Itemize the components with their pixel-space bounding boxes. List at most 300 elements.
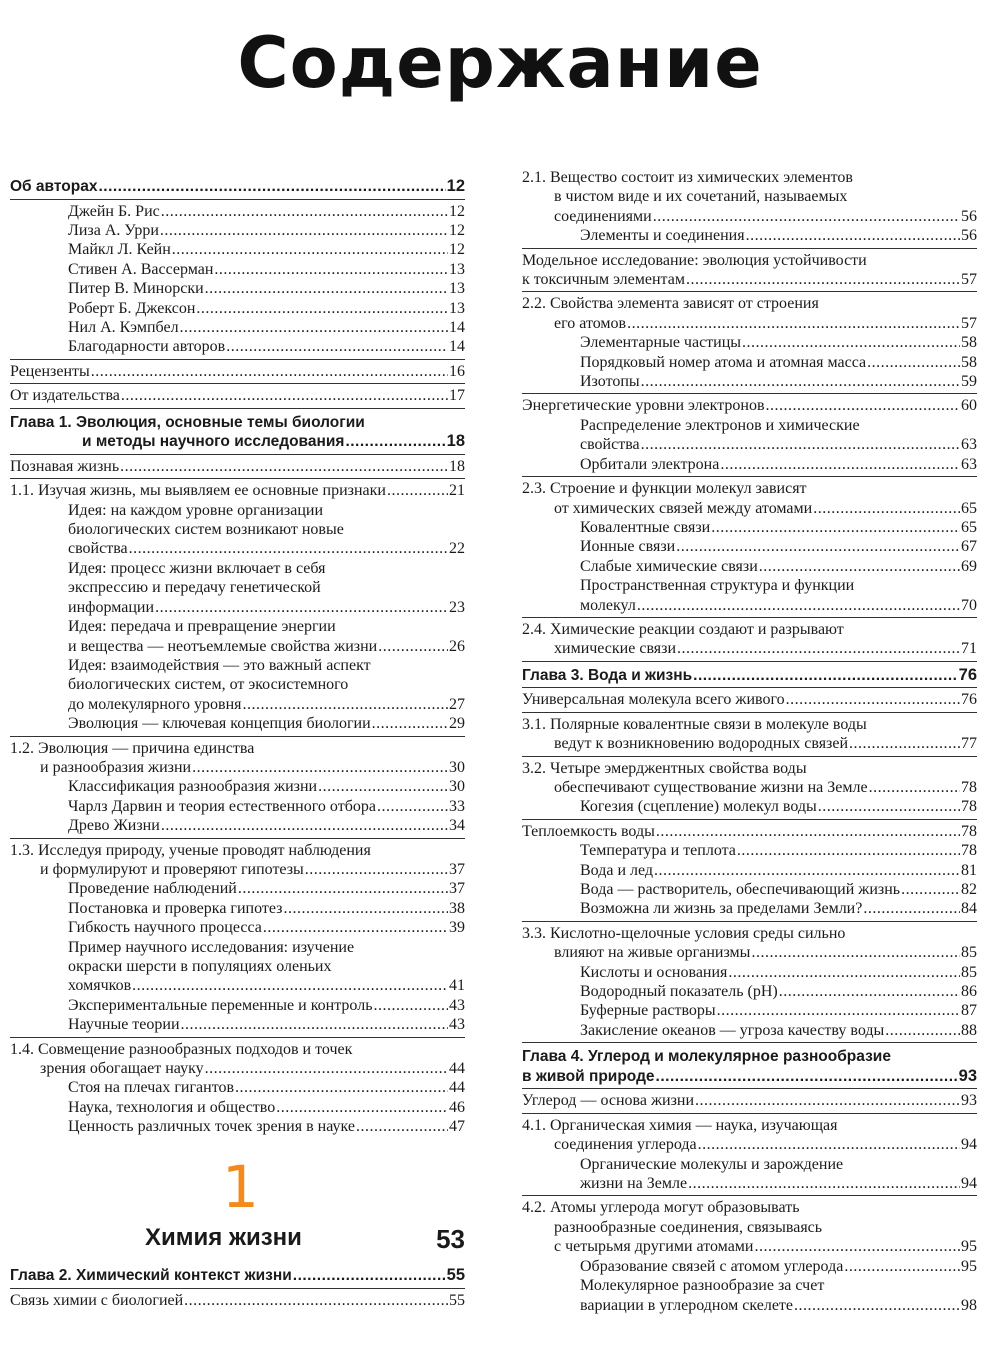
toc-page-number: 30	[449, 778, 465, 796]
toc-entry-title: Научные теории	[68, 1016, 180, 1034]
toc-entry-title: Буферные растворы	[580, 1002, 716, 1020]
toc-entry	[522, 372, 977, 394]
toc-page-number: 57	[961, 271, 977, 289]
toc-entry	[10, 362, 465, 384]
dot-leader	[867, 353, 960, 372]
dot-leader	[751, 943, 960, 962]
dot-leader	[205, 1059, 448, 1078]
dot-leader	[196, 299, 448, 318]
dot-leader	[693, 666, 958, 686]
dot-leader	[844, 1257, 960, 1276]
toc-entry-title: Гибкость научного процесса	[68, 919, 262, 937]
toc-page-number: 65	[961, 518, 977, 536]
toc-page-number: 12	[449, 222, 465, 239]
toc-page-number: 44	[449, 1079, 465, 1097]
toc-entry-title: Слабые химические связи	[580, 557, 758, 575]
page-title: Содержание	[237, 22, 763, 104]
toc-entry-title: Закисление океанов — угроза качеству воды	[580, 1021, 885, 1039]
toc-entry-title: Образование связей с атомом углерода	[580, 1257, 844, 1275]
dot-leader	[686, 270, 960, 289]
toc-entry-title: Пространственная структура и функции	[580, 577, 855, 595]
toc-entry	[10, 899, 465, 918]
toc-page-number: 55	[449, 1291, 465, 1309]
toc-entry-title: и методы научного исследования	[82, 433, 345, 451]
toc-entry-title: Порядковый номер атома и атомная масса	[580, 353, 867, 371]
toc-page-number: 94	[961, 1175, 977, 1193]
toc-entry-title: 4.1. Органическая химия — наука, изучающая	[522, 1116, 838, 1134]
toc-entry	[522, 557, 977, 576]
toc-entry-title: Стоя на плечах гигантов	[68, 1079, 235, 1097]
dot-leader	[737, 841, 960, 860]
toc-entry	[522, 690, 977, 712]
toc-chapter-heading	[522, 666, 977, 689]
toc-entry	[10, 481, 465, 500]
dot-leader	[377, 797, 448, 816]
dot-leader	[284, 899, 449, 918]
toc-entry	[10, 879, 465, 898]
toc-entry-title: Вода — растворитель, обеспечивающий жизнь	[580, 881, 901, 898]
toc-entry	[10, 559, 465, 617]
dot-leader	[641, 435, 960, 454]
toc-entry-title: ведут к возникновению водородных связей	[554, 735, 849, 753]
dot-leader	[695, 1091, 960, 1110]
dot-leader	[711, 518, 960, 537]
toc-entry	[10, 797, 465, 816]
dot-leader	[720, 455, 960, 474]
toc-page-number: 12	[446, 177, 465, 195]
toc-page-number: 56	[961, 227, 977, 245]
toc-page-number: 59	[961, 373, 977, 391]
toc-entry-title: Экспериментальные переменные и контроль	[68, 996, 373, 1014]
toc-page-number: 14	[449, 338, 465, 356]
dot-leader	[653, 207, 960, 226]
dot-leader	[132, 976, 448, 995]
dot-leader	[243, 695, 448, 714]
dot-leader	[728, 963, 960, 982]
toc-entry	[522, 880, 977, 899]
toc-entry-title: Глава 3. Вода и жизнь	[522, 666, 693, 684]
dot-leader	[372, 714, 448, 733]
toc-entry-title: Пример научного исследования: изучение	[68, 938, 355, 956]
toc-page-number: 87	[961, 1002, 977, 1020]
toc-page-number: 63	[961, 455, 977, 473]
toc-entry	[10, 841, 465, 880]
toc-page-number: 12	[449, 241, 465, 259]
toc-page-number: 63	[961, 436, 977, 454]
dot-leader	[654, 861, 960, 880]
toc-entry-title: 3.2. Четыре эмерджентных свойства воды	[522, 759, 807, 777]
toc-entry-title: Изотопы	[580, 373, 640, 391]
toc-entry	[522, 294, 977, 333]
toc-entry-title: Глава 4. Углерод и молекулярное разнообразие	[522, 1048, 891, 1066]
toc-entry	[522, 353, 977, 372]
toc-page-number: 71	[961, 640, 977, 658]
toc-entry	[522, 822, 977, 841]
toc-entry-title: Когезия (сцепление) молекул воды	[580, 798, 817, 816]
toc-page-number: 65	[961, 499, 977, 517]
dot-leader	[676, 537, 960, 556]
dot-leader	[184, 1291, 448, 1310]
toc-entry	[522, 416, 977, 455]
dot-leader	[786, 690, 960, 709]
toc-entry-title: 1.4. Совмещение разнообразных подходов и точек	[10, 1040, 353, 1058]
toc-entry-title: и разнообразия жизни	[40, 758, 192, 776]
toc-entry-title: до молекулярного уровня	[68, 695, 242, 713]
toc-entry-title: Рецензенты	[10, 362, 90, 380]
toc-entry-title: Глава 2. Химический контекст жизни	[10, 1267, 292, 1284]
toc-entry-title: в чистом виде и их сочетаний, называемых	[554, 188, 848, 206]
toc-entry	[10, 996, 465, 1015]
toc-entry	[10, 221, 465, 240]
toc-entry-title: Ковалентные связи	[580, 518, 711, 536]
toc-entry	[10, 337, 465, 359]
toc-page-number: 56	[961, 207, 977, 225]
toc-page-number: 27	[449, 695, 465, 713]
dot-leader	[98, 177, 445, 197]
dot-leader	[901, 880, 960, 899]
toc-entry	[522, 537, 977, 556]
toc-entry-title: 1.3. Исследуя природу, ученые проводят наблюдения	[10, 841, 371, 859]
dot-leader	[121, 386, 448, 405]
dot-leader	[374, 996, 449, 1015]
toc-entry	[10, 386, 465, 408]
dot-leader	[155, 598, 448, 617]
toc-chapter-heading	[10, 177, 465, 200]
dot-leader	[91, 362, 448, 381]
toc-entry-title: Чарлз Дарвин и теория естественного отбора	[68, 797, 376, 815]
toc-chapter-heading	[10, 413, 465, 455]
toc-page-number: 37	[449, 880, 465, 898]
dot-leader	[192, 758, 448, 777]
toc-entry-title: экспрессию и передачу генетической	[68, 579, 321, 597]
toc-page-number: 95	[961, 1238, 977, 1256]
dot-leader	[677, 639, 960, 658]
toc-entry-title: Питер В. Минорски	[68, 280, 204, 298]
toc-entry-title: Стивен А. Вассерман	[68, 260, 214, 278]
toc-entry-title: вариации в углеродном скелете	[580, 1296, 794, 1314]
toc-chapter-heading	[10, 1266, 465, 1289]
dot-leader	[214, 260, 448, 279]
toc-entry	[10, 240, 465, 259]
toc-page-number: 93	[961, 1092, 977, 1110]
dot-leader	[356, 1117, 448, 1136]
toc-page-number: 70	[961, 596, 977, 614]
toc-entry	[10, 714, 465, 736]
toc-column-right	[522, 168, 977, 1315]
toc-page-number: 23	[449, 598, 465, 616]
toc-entry-title: Ценность различных точек зрения в науке	[68, 1118, 355, 1136]
toc-entry-title: Орбитали электрона	[580, 455, 720, 473]
dot-leader	[293, 1266, 446, 1286]
toc-entry	[522, 168, 977, 226]
toc-entry-title: 2.3. Строение и функции молекул зависят	[522, 480, 807, 498]
toc-entry-title: Углерод — основа жизни	[522, 1092, 695, 1110]
toc-entry-title: Универсальная молекула всего живого	[522, 691, 785, 709]
toc-page-number: 44	[449, 1060, 465, 1078]
toc-entry-title: хомячков	[68, 977, 132, 995]
toc-page-number: 33	[449, 797, 465, 815]
part-page: 53	[436, 1224, 465, 1254]
toc-entry-title: жизни на Земле	[580, 1175, 688, 1193]
dot-leader	[378, 637, 448, 656]
toc-page-number: 21	[449, 482, 465, 500]
toc-entry	[522, 333, 977, 352]
toc-entry-title: Идея: процесс жизни включает в себя	[68, 559, 326, 577]
toc-entry	[522, 251, 977, 293]
toc-entry-title: Классификация разнообразия жизни	[68, 778, 318, 796]
toc-entry-title: Идея: на каждом уровне организации	[68, 501, 324, 519]
toc-page-number: 38	[449, 899, 465, 917]
toc-entry	[10, 279, 465, 298]
toc-entry-title: влияют на живые организмы	[554, 944, 751, 962]
toc-entry-title: Глава 1. Эволюция, основные темы биологии	[10, 413, 365, 431]
toc-entry-title: 3.1. Полярные ковалентные связи в молекуле воды	[522, 715, 867, 733]
toc-entry	[522, 899, 977, 921]
dot-leader	[813, 499, 960, 518]
toc-entry-title: к токсичным элементам	[522, 271, 685, 289]
toc-entry	[522, 1001, 977, 1020]
toc-page-number: 43	[449, 996, 465, 1014]
toc-entry	[522, 1116, 977, 1155]
toc-page-number: 93	[958, 1066, 977, 1085]
toc-entry-title: Об авторах	[10, 178, 98, 195]
toc-entry-title: с четырьмя другими атомами	[554, 1238, 754, 1256]
toc-page-number: 22	[449, 540, 465, 558]
dot-leader	[161, 202, 448, 221]
toc-entry	[10, 617, 465, 656]
toc-entry-title: Температура и теплота	[580, 842, 736, 860]
toc-page-number: 43	[449, 1016, 465, 1034]
dot-leader	[794, 1296, 960, 1315]
toc-entry-title: Распределение электронов и химические	[580, 416, 860, 434]
toc-entry-title: Нил А. Кэмпбел	[68, 319, 179, 337]
toc-entry-title: химические связи	[554, 640, 677, 658]
dot-leader	[181, 1015, 448, 1034]
dot-leader	[754, 1237, 960, 1256]
toc-chapter-heading	[522, 1047, 977, 1089]
toc-entry	[10, 816, 465, 838]
toc-entry	[10, 1291, 465, 1310]
toc-entry	[522, 479, 977, 518]
toc-page-number: 18	[449, 457, 465, 475]
toc-page-number: 76	[958, 665, 977, 684]
toc-entry-title: Водородный показатель (pH)	[580, 983, 778, 1001]
toc-entry	[10, 777, 465, 796]
part-title: Химия жизни	[145, 1224, 302, 1251]
toc-entry	[522, 982, 977, 1001]
toc-entry	[522, 1257, 977, 1276]
toc-entry	[522, 715, 977, 757]
dot-leader	[345, 432, 445, 452]
toc-entry-title: 1.1. Изучая жизнь, мы выявляем ее основные признаки	[10, 482, 386, 500]
toc-entry-title: его атомов	[554, 314, 627, 332]
toc-page-number: 16	[449, 362, 465, 380]
dot-leader	[160, 221, 448, 240]
toc-entry-title: информации	[68, 598, 155, 616]
dot-leader	[627, 314, 960, 333]
toc-entry-title: Эволюция — ключевая концепция биологии	[68, 715, 371, 733]
toc-page-number: 26	[449, 637, 465, 655]
dot-leader	[387, 481, 448, 500]
toc-entry	[522, 1091, 977, 1113]
toc-entry	[10, 1078, 465, 1097]
toc-entry	[522, 518, 977, 537]
toc-entry	[10, 938, 465, 996]
toc-page-number: 84	[961, 900, 977, 918]
toc-entry-title: Майкл Л. Кейн	[68, 241, 171, 259]
toc-entry	[10, 1015, 465, 1037]
dot-leader	[637, 596, 960, 615]
toc-entry-title: Модельное исследование: эволюция устойчивости	[522, 251, 867, 269]
dot-leader	[318, 777, 448, 796]
dot-leader	[818, 797, 960, 816]
toc-entry-title: Связь химии с биологией	[10, 1291, 184, 1309]
toc-page-number: 67	[961, 538, 977, 556]
toc-entry	[10, 656, 465, 714]
toc-entry	[522, 620, 977, 662]
dot-leader	[717, 1001, 960, 1020]
toc-column-left	[10, 173, 465, 1137]
toc-page-number: 18	[446, 432, 465, 451]
dot-leader	[759, 557, 960, 576]
toc-entry	[522, 1198, 977, 1256]
toc-entry-title: Энергетические уровни электронов	[522, 397, 765, 415]
toc-page-number: 85	[961, 963, 977, 981]
toc-entry-title: Теплоемкость воды	[522, 822, 655, 840]
toc-entry	[522, 1021, 977, 1043]
toc-entry	[10, 1040, 465, 1079]
toc-entry-title: обеспечивают существование жизни на Земле	[554, 778, 868, 796]
toc-entry	[522, 797, 977, 819]
toc-entry-title: Элементарные частицы	[580, 334, 742, 352]
toc-page-number: 78	[961, 822, 977, 840]
toc-entry	[522, 963, 977, 982]
toc-page-number: 76	[961, 691, 977, 709]
toc-entry	[522, 226, 977, 248]
toc-entry-title: Проведение наблюдений	[68, 880, 237, 898]
toc-entry-title: 2.2. Свойства элемента зависят от строения	[522, 295, 819, 313]
dot-leader	[742, 333, 960, 352]
toc-page-number: 60	[961, 397, 977, 415]
dot-leader	[885, 1021, 960, 1040]
toc-entry-title: Кислоты и основания	[580, 963, 728, 981]
dot-leader	[656, 822, 960, 841]
toc-entry-title: молекул	[580, 596, 636, 614]
toc-entry	[522, 576, 977, 618]
toc-page-number: 94	[961, 1136, 977, 1154]
dot-leader	[656, 1067, 958, 1087]
toc-entry-title: Роберт Б. Джексон	[68, 299, 196, 317]
dot-leader	[849, 734, 960, 753]
toc-page-number: 58	[961, 353, 977, 371]
toc-page-number: 47	[449, 1118, 465, 1136]
dot-leader	[641, 372, 960, 391]
toc-entry	[522, 1276, 977, 1315]
part-number: 1	[222, 1153, 259, 1221]
toc-entry-title: биологических систем возникают новые	[68, 521, 344, 539]
toc-entry	[10, 202, 465, 221]
toc-entry-title: Благодарности авторов	[68, 338, 226, 356]
dot-leader	[869, 778, 960, 797]
toc-page-number: 55	[446, 1266, 465, 1284]
toc-page-number: 78	[961, 778, 977, 796]
toc-entry-title: Познавая жизнь	[10, 457, 120, 475]
dot-leader	[263, 918, 448, 937]
toc-entry	[10, 318, 465, 337]
dot-leader	[766, 396, 960, 415]
toc-page-number: 58	[961, 334, 977, 352]
dot-leader	[305, 860, 448, 879]
toc-entry	[10, 501, 465, 559]
toc-entry	[10, 1098, 465, 1117]
toc-entry-title: Возможна ли жизнь за пределами Земли?	[580, 900, 863, 918]
toc-entry	[522, 924, 977, 963]
toc-page-number: 78	[961, 842, 977, 860]
toc-entry	[10, 739, 465, 778]
toc-entry-title: 4.2. Атомы углерода могут образовывать	[522, 1199, 800, 1217]
dot-leader	[863, 899, 960, 918]
toc-entry-title: Лиза А. Урри	[68, 222, 159, 239]
toc-page-number: 37	[449, 860, 465, 878]
toc-entry	[522, 455, 977, 477]
toc-entry-title: Идея: передача и превращение энергии	[68, 618, 336, 636]
toc-page-number: 77	[961, 735, 977, 753]
dot-leader	[129, 539, 448, 558]
toc-page-number: 88	[961, 1021, 977, 1039]
dot-leader	[746, 226, 960, 245]
dot-leader	[688, 1174, 960, 1193]
toc-entry-title: от химических связей между атомами	[554, 499, 813, 517]
toc-entry	[522, 861, 977, 880]
toc-entry	[10, 918, 465, 937]
toc-entry-title: 2.4. Химические реакции создают и разрывают	[522, 620, 844, 638]
toc-page-number: 98	[961, 1296, 977, 1314]
toc-entry	[522, 841, 977, 860]
dot-leader	[235, 1078, 448, 1097]
toc-page-number: 81	[961, 861, 977, 879]
toc-entry-title: Древо Жизни	[68, 817, 160, 835]
toc-entry	[10, 260, 465, 279]
dot-leader	[698, 1135, 960, 1154]
toc-entry-title: Наука, технология и общество	[68, 1098, 276, 1116]
toc-entry	[522, 759, 977, 798]
toc-page-number: 78	[961, 798, 977, 816]
toc-entry-title: свойства	[68, 540, 128, 558]
toc-entry	[522, 1155, 977, 1197]
toc-entry-title: свойства	[580, 436, 640, 454]
toc-page-number: 82	[961, 881, 977, 898]
toc-column-left-bottom	[10, 1262, 465, 1310]
toc-page-number: 13	[449, 260, 465, 278]
toc-entry-title: Идея: взаимодействия — это важный аспект	[68, 656, 371, 674]
toc-entry-title: Молекулярное разнообразие за счет	[580, 1277, 825, 1295]
toc-entry-title: Джейн Б. Рис	[68, 202, 160, 220]
toc-entry-title: и вещества — неотъемлемые свойства жизни	[68, 637, 378, 655]
toc-page-number: 41	[449, 977, 465, 995]
toc-entry-title: От издательства	[10, 387, 120, 405]
toc-page-number: 46	[449, 1098, 465, 1116]
dot-leader	[180, 318, 448, 337]
toc-entry-title: Элементы и соединения	[580, 227, 745, 245]
toc-entry	[10, 299, 465, 318]
toc-entry-title: 1.2. Эволюция — причина единства	[10, 739, 255, 757]
toc-entry-title: 2.1. Вещество состоит из химических элементов	[522, 169, 853, 186]
dot-leader	[779, 982, 960, 1001]
toc-entry-title: окраски шерсти в популяциях оленьих	[68, 958, 332, 975]
toc-page-number: 29	[449, 715, 465, 733]
toc-entry-title: соединениями	[554, 207, 652, 225]
toc-page-number: 34	[449, 817, 465, 835]
